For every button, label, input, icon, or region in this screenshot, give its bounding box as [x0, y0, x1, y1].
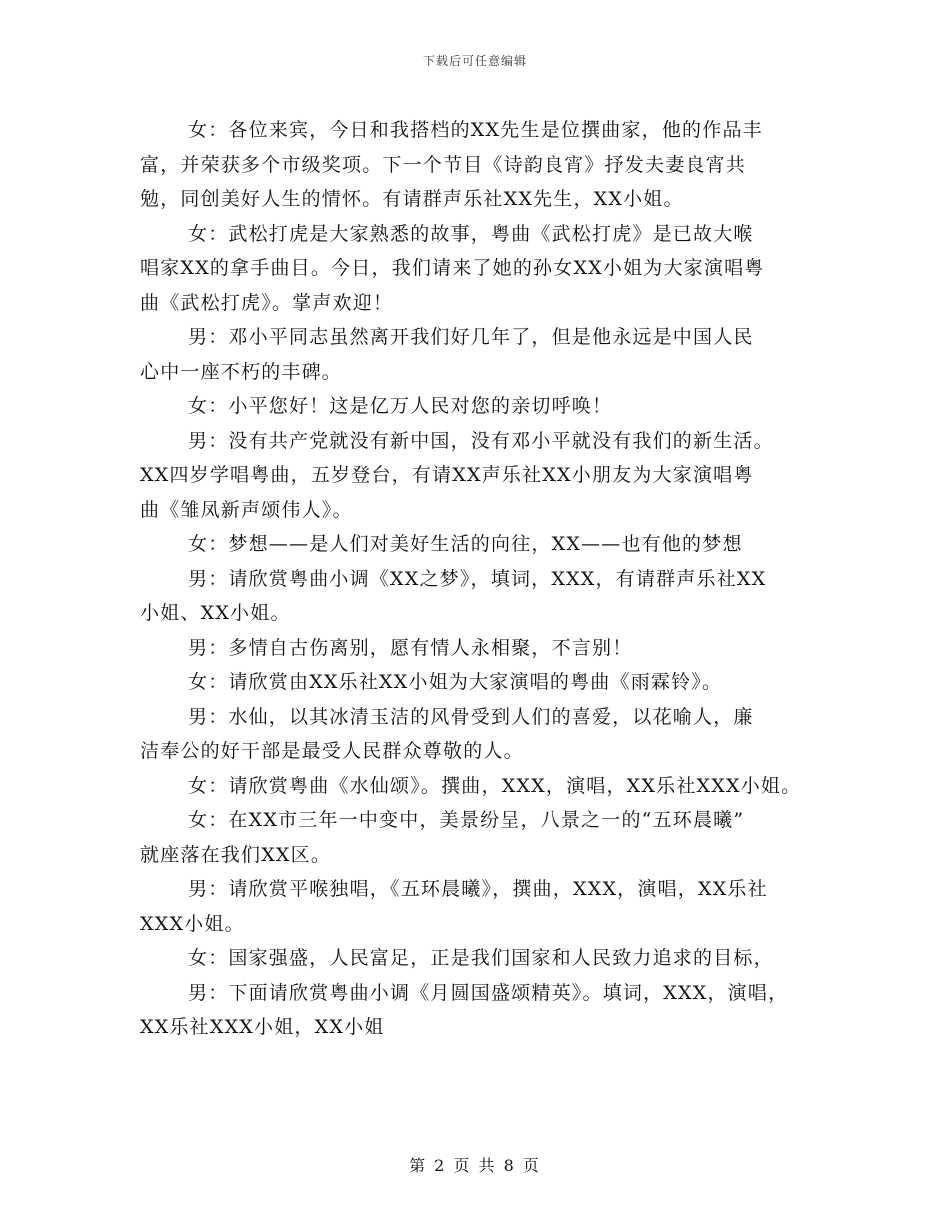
- text-line: 男：请欣赏粤曲小调《XX之梦》，填词，XXX，有请群声乐社XX: [188, 567, 767, 590]
- page-number-footer: 第 2 页 共 8 页: [409, 1156, 541, 1175]
- text-line: 女：武松打虎是大家熟悉的故事，粤曲《武松打虎》是已故大喉: [188, 222, 754, 245]
- text-line: 男：多情自古伤离别，愿有情人永相聚，不言别！: [188, 636, 633, 659]
- text-line: 心中一座不朽的丰碑。: [140, 360, 343, 383]
- text-line: 女：请欣赏由XX乐社XX小姐为大家演唱的粤曲《雨霖铃》。: [188, 671, 723, 693]
- text-line: 男：没有共产党就没有新中国，没有邓小平就没有我们的新生活。: [188, 429, 774, 452]
- text-line: 女：梦想——是人们对美好生活的向往，XX——也有他的梦想: [188, 533, 743, 555]
- text-line: XX乐社XXX小姐，XX小姐: [140, 1016, 385, 1038]
- text-line: 男：请欣赏平喉独唱，《五环晨曦》，撰曲，XXX，演唱，XX乐社: [188, 878, 768, 900]
- text-line: XXX小姐。: [140, 912, 245, 935]
- text-line: 唱家XX的拿手曲目。今日，我们请来了她的孙女XX小姐为大家演唱粤: [140, 257, 765, 279]
- document-body: [140, 113, 840, 1045]
- text-line: 女：小平您好！这是亿万人民对您的亲切呼唤！: [188, 395, 613, 417]
- text-line: 男：水仙，以其冰清玉洁的风骨受到人们的喜爱，以花喻人，廉: [188, 705, 754, 728]
- text-line: 女：在XX市三年一中变中，美景纷呈，八景之一的“五环晨曦”: [188, 809, 745, 831]
- text-line: 就座落在我们XX区。: [140, 843, 332, 866]
- text-line: 女：国家强盛，人民富足，正是我们国家和人民致力追求的目标，: [188, 947, 774, 969]
- text-line: 曲《雏凤新声颂伟人》。: [140, 498, 353, 521]
- text-line: 曲《武松打虎》。掌声欢迎！: [140, 291, 394, 314]
- text-line: 洁奉公的好干部是最受人民群众尊敬的人。: [140, 740, 524, 762]
- page-header: 下载后可任意编辑: [422, 54, 527, 68]
- text-line: 勉，同创美好人生的情怀。有请群声乐社XX先生，XX小姐。: [140, 188, 684, 210]
- text-line: XX四岁学唱粤曲，五岁登台，有请XX声乐社XX小朋友为大家演唱粤: [140, 464, 754, 486]
- text-line: 富，并荣获多个市级奖项。下一个节目《诗韵良宵》抒发夫妻良宵共: [140, 153, 747, 176]
- text-line: 男：下面请欣赏粤曲小调《月圆国盛颂精英》。填词，XXX，演唱，: [188, 981, 789, 1004]
- text-line: 女：各位来宾，今日和我搭档的XX先生是位撰曲家，他的作品丰: [188, 119, 763, 141]
- text-line: 小姐、XX小姐。: [140, 602, 291, 624]
- text-line: 男：邓小平同志虽然离开我们好几年了，但是他永远是中国人民: [188, 326, 754, 348]
- text-line: 女：请欣赏粤曲《水仙颂》。撰曲，XXX，演唱，XX乐社XXX小姐。: [188, 774, 802, 797]
